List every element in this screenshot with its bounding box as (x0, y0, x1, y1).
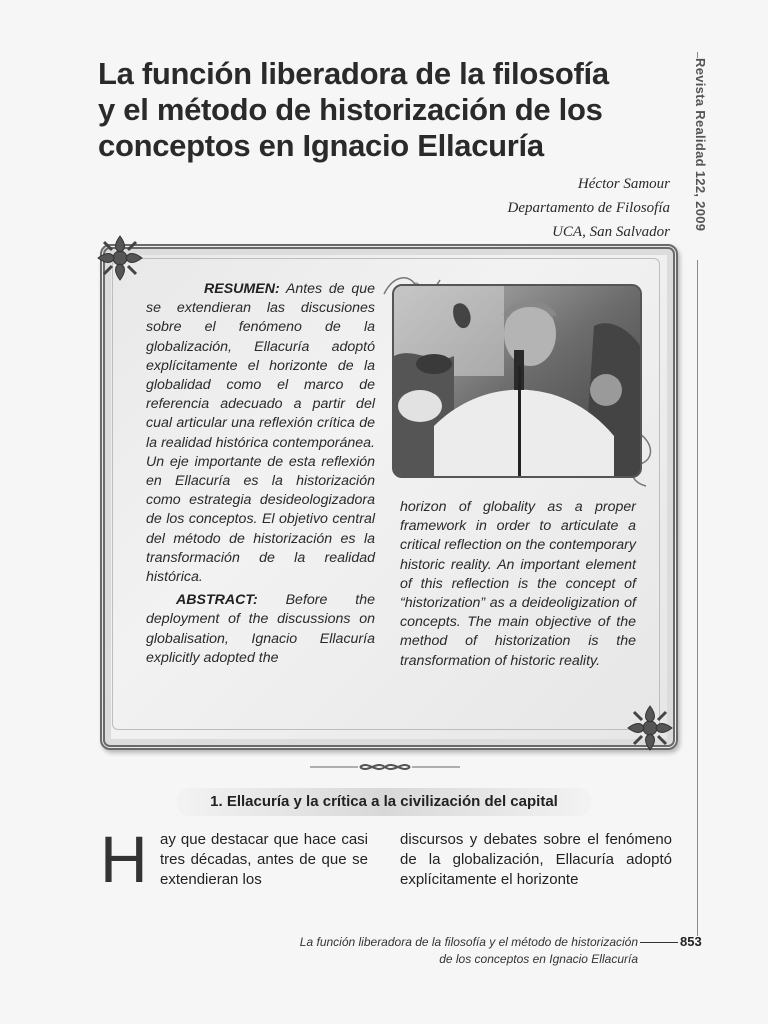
journal-running-head: Revista Realidad 122, 2009 (693, 58, 708, 232)
resumen-label: RESUMEN: (204, 281, 280, 297)
page-number: 853 (680, 934, 702, 949)
photo-illustration (394, 286, 640, 476)
drop-cap: H (100, 822, 148, 896)
title-line-3: conceptos en Ignacio Ellacuría (98, 128, 544, 163)
abstract-paragraph (146, 591, 375, 668)
abstract-column-left (146, 280, 375, 668)
footer-rule (640, 942, 678, 943)
resumen-paragraph (146, 280, 375, 587)
title-line-1: La función liberadora de la filosofía (98, 56, 609, 91)
author-department: Departamento de Filosofía (507, 200, 670, 216)
body-column-1: ay que destacar que hace casi tres décadas, antes de que se extendieran los (160, 831, 368, 888)
author-institution: UCA, San Salvador (552, 224, 670, 240)
section-heading: 1. Ellacuría y la crítica a la civilización del capital (176, 788, 592, 816)
speaker-photo (392, 284, 642, 478)
body-column-2: discursos y debates sobre el fenómeno de la globalización, Ellacuría adoptó explícitamente el horizonte (400, 831, 672, 888)
resumen-text: Antes de que se extendieran las discusiones sobre el fenómeno de la globalización, Ellacuría adoptó explícitamente el horizonte de la globalidad como el marco de referencia adecuado a partir del cual articular una reflexión crítica de la realidad histórica contemporánea. Un eje importante de esta reflexión en Ellacuría es la historización como estrategia desideologizadora de los conceptos. El objetivo central del método de historización es la transformación de la realidad histórica. (146, 281, 375, 586)
corner-ornament-top-left-icon (90, 230, 152, 290)
margin-rule-top (697, 52, 698, 58)
byline (508, 172, 670, 244)
title-line-2: y el método de historización de los (98, 92, 603, 127)
article-title (98, 56, 658, 164)
footer-line-2: de los conceptos en Ignacio Ellacuría (439, 952, 638, 966)
abstract-column-right (400, 498, 636, 671)
author-name: Héctor Samour (577, 176, 670, 192)
running-footer (300, 934, 638, 968)
margin-rule (697, 260, 698, 936)
corner-ornament-bottom-right-icon (620, 700, 682, 760)
abstract-label: ABSTRACT: (176, 592, 258, 609)
abstract-text-left: Before the deployment of the discussions on globalisation, Ignacio Ellacuría explicitly adopted the (146, 592, 375, 666)
abstract-text-right: horizon of globality as a proper framework in order to articulate a critical reflection on the contemporary historic reality. An important element of this reflection is the concept of “historization” as a deideoligization of concepts. The main objective of the method of historization is the transformation of historic reality. (400, 499, 636, 669)
footer-line-1: La función liberadora de la filosofía y el método de historización (299, 935, 638, 949)
section-divider-ornament-icon (310, 758, 460, 776)
